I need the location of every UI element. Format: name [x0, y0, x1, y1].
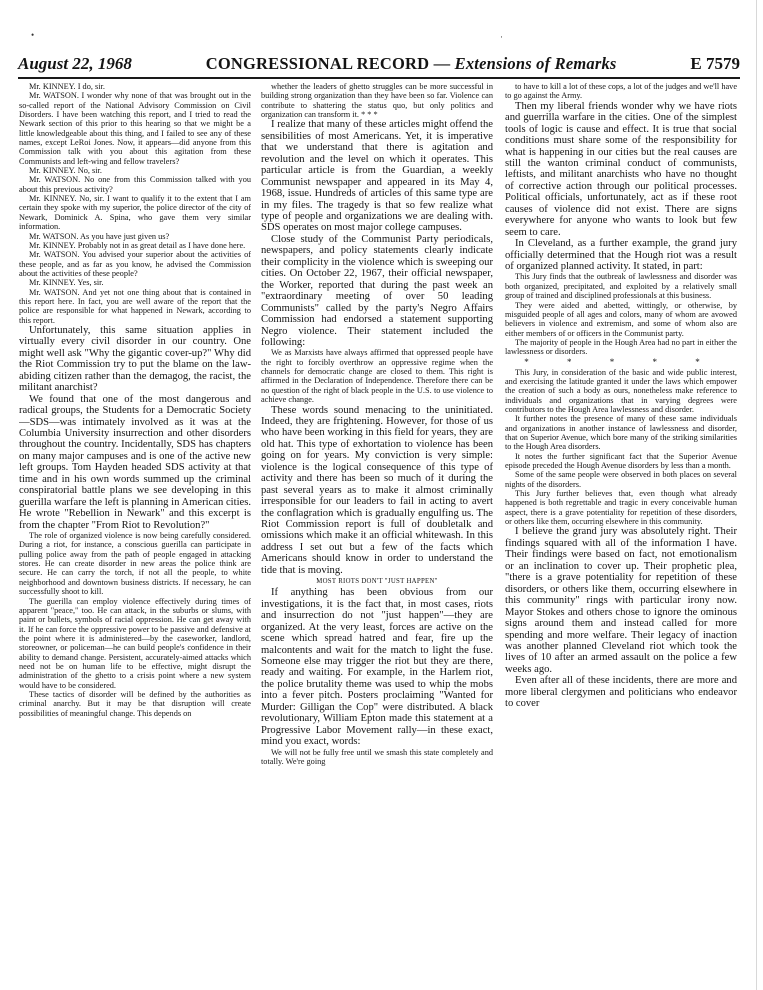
paragraph: I realize that many of these articles might offend the sensibilities of most Americans. Yet, it is imperative that we understand that there is agitation and revolution and the level on which it operates. This particular article is from the Guardian, a weekly Communist newspaper and appeared in its May 4, 1968, issue. Hundreds of articles of this same type are in my files. The tragedy is that so few realize what type of people and organizations we are dealing with. SDS operates on most major college campuses.	[261, 119, 493, 234]
paragraph: Mr. WATSON. And yet not one thing about that is contained in this report here. In fact, you are well aware of the report that the police are responsible for what happened in Newark, according to this report.	[19, 287, 251, 325]
paragraph: Mr. KINNEY. Yes, sir.	[29, 278, 104, 288]
paragraph: Unfortunately, this same situation applies in virtually every civil disorder in our country. One might well ask "Why the gigantic cover-up?" Why did the Riot Commission try to put the blame on the law-abiding citizen rather than the demagog, the racist, the militant anarchist?	[19, 324, 251, 394]
paragraph: Mr. WATSON. I wonder why none of that was brought out in the so-called report of the National Advisory Commission on Civil Disorders. I have been watching this report, and I tried to read the Newark section of this prior to this hearing so that we might be a little knowledgeable about this thing, and I failed to see any of these names, except LeRoi Jones. Now, it appears—did anyone from this Commission talk with you about this agitation from these Communists and left-wing and fellow travelers?	[19, 91, 251, 166]
paragraph: Mr. WATSON. You advised your superior about the activities of these people, and as far as you know, he advised the Commission about the activities of these people?	[19, 250, 251, 278]
paragraph: * * * * *	[524, 356, 718, 367]
paragraph: We will not be fully free until we smash this state completely and totally. We're going	[261, 747, 493, 766]
header-title-section: Extensions of Remarks	[454, 54, 617, 73]
paragraph: We found that one of the most dangerous and radical groups, the Students for a Democratic Society—SDS—was intimately involved as it was at the Columbia University insurrection and other disorders throughout the country. Incidentally, SDS has chapters on many major campuses and is one of the active new left groups. Tom Hayden headed SDS activity at that time and in his own words summed up the criminal conspiratorial battle plans we see developing in this guerilla warfare the left is planning in American cities. He wrote "Rebellion in Newark" and this excerpt is from the chapter "From Riot to Revolution?"	[19, 393, 251, 531]
paragraph: Then my liberal friends wonder why we have riots and guerrilla warfare in the cities. One of the simplest tools of logic is cause and effect. It is true that social conditions must share some of the responsibility for what is happening in our cities but the real causes are still the wanton criminal conduct of communists, leftists, and militant anarchists who have no thought of corrective action through our political processes. Political officials, unfortunately, act as if these root causes of violence did not exist. There are signs everywhere for anyone who wants to look but few seem to care.	[505, 100, 737, 238]
header-title-main: CONGRESSIONAL RECORD —	[205, 54, 455, 73]
paragraph: Mr. KINNEY. No, sir.	[29, 166, 102, 176]
scan-speck: •	[31, 30, 35, 40]
paragraph: Mr. KINNEY. I do, sir.	[29, 82, 105, 91]
section-subheading: MOST RIOTS DON'T "JUST HAPPEN"	[316, 578, 438, 586]
paragraph: This Jury finds that the outbreak of lawlessness and disorder was both organized, precipitated, and exploited by a relatively small group of trained and disciplined professionals at this business.	[505, 272, 737, 301]
paragraph: It notes the further significant fact that the Superior Avenue episode preceded the Hough Avenue disorders by less than a month.	[505, 451, 737, 471]
paragraph: If anything has been obvious from our investigations, it is the fact that, in most cases, riots and insurrection do not "just happen"—they are organized. At the very least, forces are active on the scene which spread hatred and fear, fire up the malcontents and wait for the match to light the fuse. Someone else may trigger the riot but they are there, ready and waiting. For example, in the Harlem riot, the police brutality theme was used to whip the mobs into a fever pitch. Posters proclaiming "Wanted for Murder: Gilligan the Cop" were distributed. A black revolutionary, William Epton made this statement at a Progressive Labor Movement rally—in these exact, mind you exact, words:	[261, 587, 493, 748]
header-page-number: E 7579	[690, 54, 740, 73]
scan-edge	[756, 0, 757, 990]
paragraph: These words sound menacing to the uninitiated. Indeed, they are frightening. However, for those of us who have been working in this field for years, they are old hat. This type of exhortation to violence has been going on for years. My conviction is very simple: violence is the logical consequence of this type of activity and there has been so much of it during the past several years as to make it almost criminally irresponsible for our leaders to fail in acting to avert the conflagration which is gradually engulfing us. The Riot Commission report is full of doubletalk and omissions which make it an official whitewash. In this address I set out but a few of the facts which Americans should know in order to understand the tide that is moving.	[261, 404, 493, 576]
text-column-left	[19, 82, 251, 982]
header-rule	[18, 77, 740, 79]
text-column-middle	[261, 82, 493, 982]
page-header	[18, 54, 740, 76]
paragraph: In Cleveland, as a further example, the grand jury officially determined that the Hough riot was a result of organized planned activity. It stated, in part:	[505, 238, 737, 273]
paragraph: whether the leaders of ghetto struggles can be more successful in building strong organization than they have been so far. Violence can contribute to shattering the status quo, but only politics and organization can transform it. * * *	[261, 82, 493, 120]
paragraph: Mr. KINNEY. No, sir. I want to qualify it to the extent that I am certain they spoke with my superior, the police director of the city of Newark, Dominick A. Spina, who gave them very similar information.	[19, 194, 251, 232]
paragraph: Mr. WATSON. As you have just given us?	[29, 231, 170, 241]
paragraph: This Jury, in consideration of the basic and wide public interest, and exercising the latitude granted it under the laws which empower the creation of such a body as ours, nonetheless make reference to individuals and organizations that in varying degrees were contributors to the Hough Area lawlessness and disorder.	[505, 367, 737, 414]
paragraph: The role of organized violence is now being carefully considered. During a riot, for instance, a conscious guerilla can participate in pulling police away from the path of people engaged in attacking stores. He can create disorder in new areas the police think are secure. He can carry the torch, if not all the people, to white neighborhood and downtown business districts. If necessary, he can successfully shoot to kill.	[19, 531, 251, 597]
paragraph: It further notes the presence of many of these same individuals and organizations in another instance of lawlessness and disorder, that on Superior Avenue, which bore many of the striking similarities to the Hough Area disorders.	[505, 414, 737, 452]
paragraph: Mr. WATSON. No one from this Commission talked with you about this previous activity?	[19, 175, 251, 194]
paragraph: Mr. KINNEY. Probably not in as great detail as I have done here.	[29, 240, 246, 250]
paragraph: to have to kill a lot of these cops, a lot of the judges and we'll have to go against the Army.	[505, 82, 737, 101]
scan-speck: ·	[500, 32, 503, 42]
paragraph: The guerilla can employ violence effectively during times of apparent "peace," too. He can attack, in the suburbs or slums, with paint or bullets, symbols of racial oppression. He can get away with it. If he can force the oppressive power to be passive and defensive at the point where it is administered—by the caseworker, landlord, storeowner, or policeman—he can build people's confidence in their ability to demand change. Persistent, accurately-aimed attacks which need not be on human life to be effective, might disrupt the administration of the ghetto to a crisis point where a new system would have to be considered.	[19, 596, 251, 690]
text-column-right	[505, 82, 737, 982]
paragraph: These tactics of disorder will be defined by the authorities as criminal anarchy. But it may be that disruption will create possibilities of meaningful change. This depends on	[19, 689, 251, 718]
paragraph: We as Marxists have always affirmed that oppressed people have the right to forcibly overthrow an oppressive regime when the channels for democratic change are closed to them. This right is affirmed in the Declaration of Independence. Therefore there can be no question of the right of black people in the U.S. to use violence to achieve change.	[261, 348, 493, 405]
paragraph: Some of the same people were observed in both places on several nights of the disorders.	[505, 470, 737, 489]
paragraph: Close study of the Communist Party periodicals, newspapers, and policy statements clearly indicate their complicity in the violence which is sweeping our cities. On October 22, 1967, their official newspaper, the Worker, reported that during the past week an "extraordinary meeting of over 50 leading Communists" called by the party's Negro Affairs Commission had endorsed a statement supporting Negro violence. Their statement included the following:	[261, 233, 493, 348]
header-date: August 22, 1968	[18, 54, 132, 73]
paragraph: The majority of people in the Hough Area had no part in either the lawlessness or disorders.	[505, 337, 737, 357]
paragraph: They were aided and abetted, wittingly, or otherwise, by misguided people of all ages and colors, many of whom are avowed believers in violence and extremism, and some of whom also are either members of or officers in the Communist party.	[505, 300, 737, 338]
paragraph: I believe the grand jury was absolutely right. Their findings squared with all of the information I have. Their findings were based on fact, not emotionalism or an inclination to cover up. Their prophetic plea, "there is a grave potentiality for repetition of these disorders, or others like them, occurring elsewhere in this community" rings with particular irony now. Mayor Stokes and others chose to ignore the ominous signs around them and instead called for more spending and more welfare. Their legacy of inaction was another planned Cleveland riot which took the lives of 10 after an armed assault on the police a few weeks ago.	[505, 526, 737, 675]
header-title	[206, 54, 617, 74]
paragraph: Even after all of these incidents, there are more and more liberal clergymen and politicians who endeavor to cover	[505, 675, 737, 710]
paragraph: This Jury further believes that, even though what already happened is both regrettable and tragic in every conceivable human aspect, there is a grave potentiality for repetition of these disorders, or others like them, occurring elsewhere in this community.	[505, 489, 737, 527]
